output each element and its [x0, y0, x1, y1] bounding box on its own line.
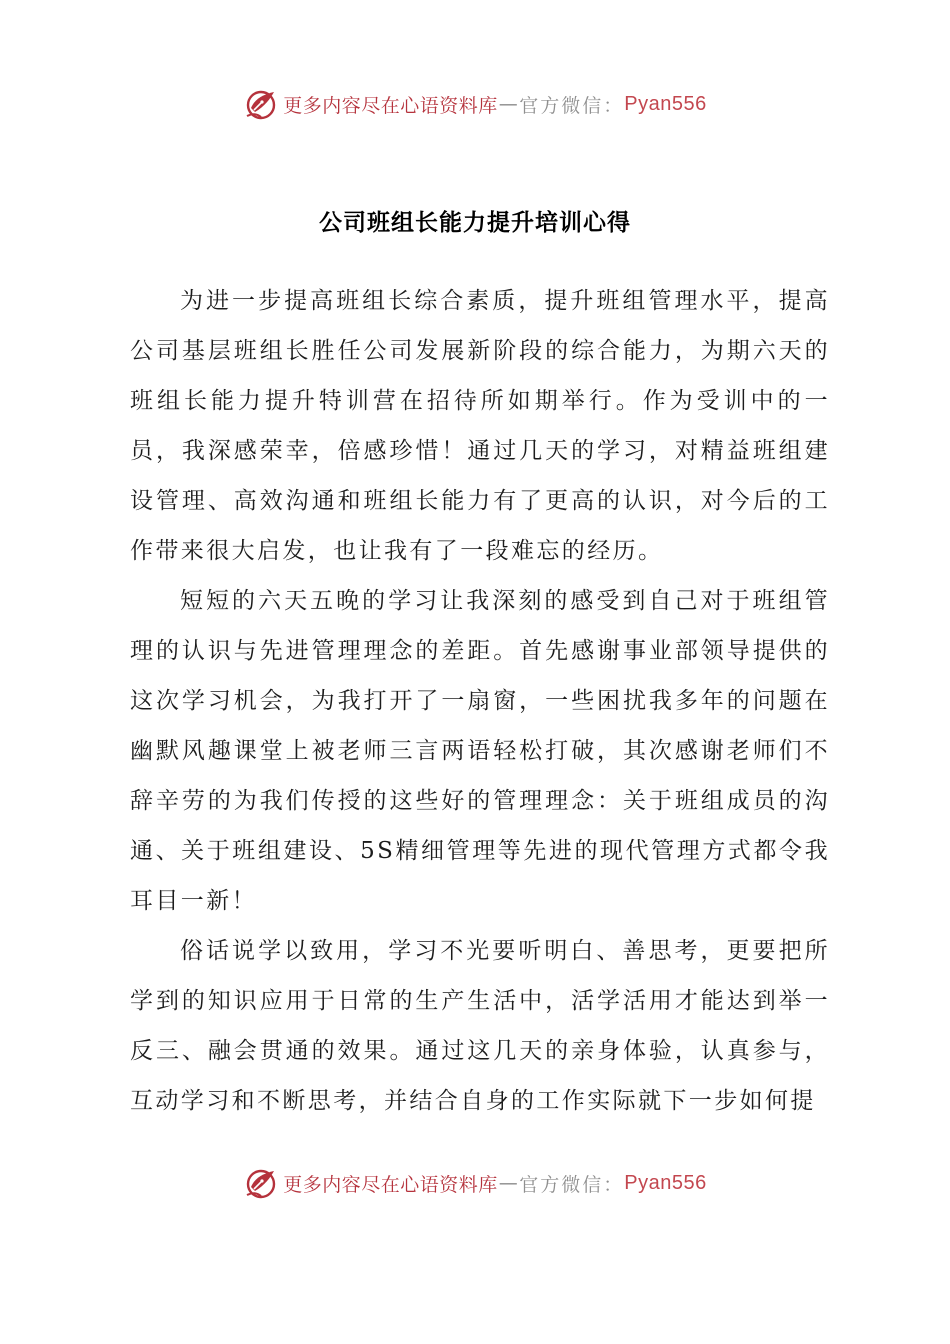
banner-promo-text: 更多内容尽在心语资料库 — [283, 94, 498, 117]
banner-dash: — — [498, 1172, 519, 1194]
body-paragraph: 俗话说学以致用，学习不光要听明白、善思考，更要把所学到的知识应用于日常的生产生活中，活学活用才能达到举一反三、融会贯通的效果。通过这几天的亲身体验，认真参与，互动学习和不断思考，并结合自身的工作实际就下一步如何提 — [130, 938, 830, 1114]
body-paragraph: 短短的六天五晚的学习让我深刻的感受到自己对于班组管理的认识与先进管理理念的差距。首先感谢事业部领导提供的这次学习机会，为我打开了一扇窗，一些困扰我多年的问题在幽默风趣课堂上被老师三言两语轻松打破，其次感谢老师们不辞辛劳的为我们传授的这些好的管理理念：关于班组成员的沟通、关于班组建设、5S精细管理等先进的现代管理方式都令我耳目一新！ — [130, 588, 830, 914]
document-title: 公司班组长能力提升培训心得 — [319, 210, 631, 236]
banner-wechat-label: 官方微信： — [519, 1173, 625, 1196]
banner-wechat-id: Pyan556 — [624, 1171, 707, 1194]
pen-nib-logo-icon — [243, 1165, 279, 1201]
header-banner — [0, 84, 950, 124]
banner-promo-text: 更多内容尽在心语资料库 — [283, 1173, 498, 1196]
banner-wechat-label: 官方微信： — [519, 94, 625, 117]
document-body — [130, 276, 830, 1126]
pen-nib-logo-icon — [243, 86, 279, 122]
footer-banner — [0, 1163, 950, 1203]
banner-dash: — — [498, 93, 519, 115]
banner-wechat-id: Pyan556 — [624, 92, 707, 115]
body-paragraph: 为进一步提高班组长综合素质，提升班组管理水平，提高公司基层班组长胜任公司发展新阶段的综合能力，为期六天的班组长能力提升特训营在招待所如期举行。作为受训中的一员，我深感荣幸，倍感珍惜！通过几天的学习，对精益班组建设管理、高效沟通和班组长能力有了更高的认识，对今后的工作带来很大启发，也让我有了一段难忘的经历。 — [130, 288, 830, 564]
